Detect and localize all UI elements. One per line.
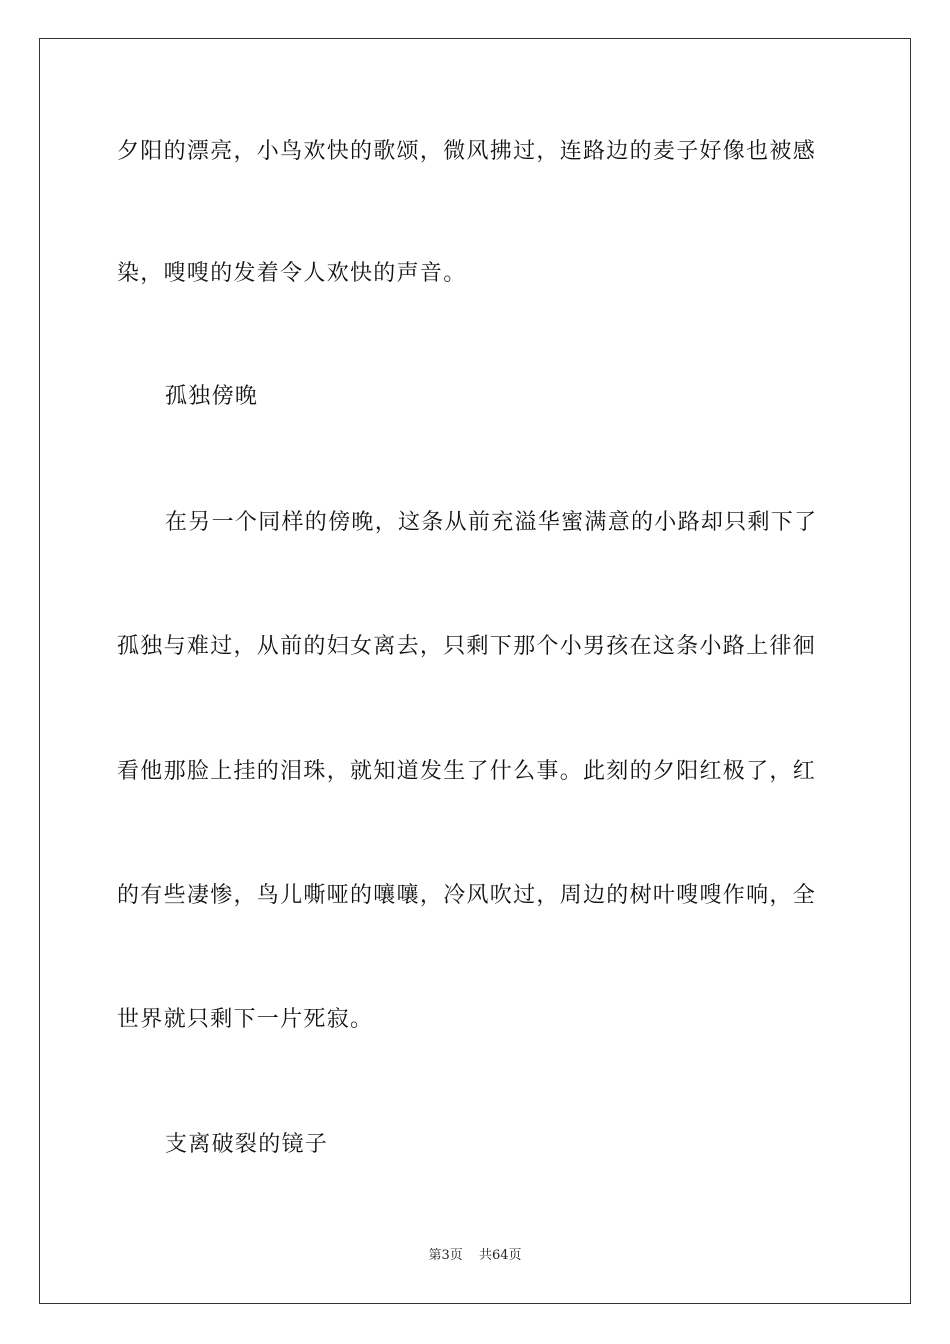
- section-heading: 孤独傍晚: [165, 384, 259, 409]
- body-text-line: 世界就只剩下一片死寂。: [117, 1007, 374, 1032]
- body-text-line: 的有些凄惨，鸟儿嘶哑的嚷嚷，冷风吹过，周边的树叶嗖嗖作响，全: [117, 883, 817, 908]
- page-footer: [0, 1247, 950, 1265]
- body-text-line: 在另一个同样的傍晚，这条从前充溢华蜜满意的小路却只剩下了: [165, 510, 818, 535]
- body-text-line: 夕阳的漂亮，小鸟欢快的歌颂，微风拂过，连路边的麦子好像也被感: [117, 139, 817, 164]
- page-number: 第3页: [428, 1248, 463, 1263]
- page-total: 共64页: [478, 1248, 522, 1263]
- body-text-line: 孤独与难过，从前的妇女离去，只剩下那个小男孩在这条小路上徘徊: [117, 634, 817, 659]
- page-frame: [39, 38, 911, 1304]
- body-text-line: 看他那脸上挂的泪珠，就知道发生了什么事。此刻的夕阳红极了，红: [117, 759, 817, 784]
- body-text-line: 染，嗖嗖的发着令人欢快的声音。: [117, 261, 467, 286]
- section-heading: 支离破裂的镜子: [165, 1132, 329, 1157]
